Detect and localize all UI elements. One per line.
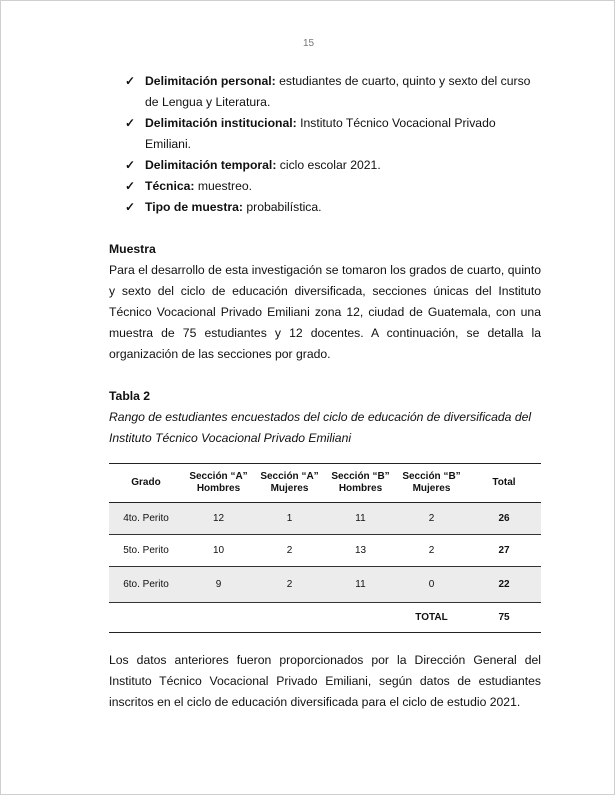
table-total-row	[109, 603, 541, 633]
cell-grado: 5to. Perito	[109, 535, 183, 567]
list-item-label: Tipo de muestra:	[145, 200, 243, 214]
page-number: 15	[302, 38, 315, 49]
cell-b-hombres: 11	[325, 503, 396, 535]
check-icon: ✓	[125, 200, 136, 214]
section-title: Muestra	[109, 242, 156, 256]
cell-b-hombres: 11	[325, 567, 396, 603]
closing-paragraph: Los datos anteriores fueron proporcionados por la Dirección General del Instituto Técnico Vocacional Privado Emiliani, según datos de estudiantes inscritos en el ciclo de educación diversificada para el ciclo de estudio 2021.	[109, 653, 541, 709]
header-grado: Grado	[109, 464, 183, 503]
list-item-label: Técnica:	[145, 179, 195, 193]
list-item	[125, 197, 541, 218]
cell-a-hombres: 12	[183, 503, 254, 535]
cell-b-mujeres: 0	[396, 567, 467, 603]
list-item	[125, 113, 541, 155]
check-icon: ✓	[125, 158, 136, 172]
cell-b-mujeres: 2	[396, 535, 467, 567]
check-icon: ✓	[125, 116, 136, 130]
check-icon: ✓	[125, 179, 136, 193]
header-seccion-a-hombres: Sección “A” Hombres	[183, 464, 254, 503]
check-icon: ✓	[125, 74, 136, 88]
list-item-text: estudiantes de cuarto, quinto y sexto del curso de Lengua y Literatura.	[145, 74, 531, 109]
cell-empty	[183, 603, 254, 633]
table-header-row	[109, 464, 541, 503]
list-item-label: Delimitación institucional:	[145, 116, 297, 130]
cell-empty	[109, 603, 183, 633]
header-total: Total	[467, 464, 541, 503]
table-row	[109, 503, 541, 535]
page-content	[109, 71, 541, 713]
header-seccion-b-mujeres: Sección “B” Mujeres	[396, 464, 467, 503]
header-seccion-a-mujeres: Sección “A” Mujeres	[254, 464, 325, 503]
list-item-text: ciclo escolar 2021.	[276, 158, 381, 172]
cell-empty	[254, 603, 325, 633]
list-item	[125, 155, 541, 176]
list-item	[125, 176, 541, 197]
list-item-label: Delimitación temporal:	[145, 158, 277, 172]
list-item	[125, 71, 541, 113]
students-table	[109, 463, 541, 633]
total-value: 75	[467, 603, 541, 633]
cell-total: 27	[467, 535, 541, 567]
cell-grado: 6to. Perito	[109, 567, 183, 603]
cell-a-hombres: 9	[183, 567, 254, 603]
cell-total: 26	[467, 503, 541, 535]
cell-a-hombres: 10	[183, 535, 254, 567]
cell-total: 22	[467, 567, 541, 603]
table-row	[109, 535, 541, 567]
cell-b-mujeres: 2	[396, 503, 467, 535]
cell-grado: 4to. Perito	[109, 503, 183, 535]
list-item-label: Delimitación personal:	[145, 74, 276, 88]
cell-a-mujeres: 2	[254, 535, 325, 567]
header-seccion-b-hombres: Sección “B” Hombres	[325, 464, 396, 503]
table-title: Tabla 2	[109, 389, 151, 403]
cell-empty	[325, 603, 396, 633]
sample-paragraph: Para el desarrollo de esta investigación se tomaron los grados de cuarto, quinto y sexto del ciclo de educación diversificada, secciones únicas del Instituto Técnico Vocacional Privado Emiliani zona 12, ciudad de Guatemala, con una muestra de 75 estudiantes y 12 docentes. A continuación, se detalla la organización de las secciones por grado.	[109, 263, 541, 361]
total-label: TOTAL	[396, 603, 467, 633]
cell-a-mujeres: 2	[254, 567, 325, 603]
table-row	[109, 567, 541, 603]
cell-b-hombres: 13	[325, 535, 396, 567]
list-item-text: Instituto Técnico Vocacional Privado Emiliani.	[145, 116, 496, 151]
cell-a-mujeres: 1	[254, 503, 325, 535]
delimitation-list	[109, 71, 541, 218]
list-item-text: probabilística.	[242, 200, 322, 214]
list-item-text: muestreo.	[194, 179, 253, 193]
table-caption: Rango de estudiantes encuestados del ciclo de educación de diversificada del Instituto Técnico Vocacional Privado Emiliani	[109, 410, 532, 445]
